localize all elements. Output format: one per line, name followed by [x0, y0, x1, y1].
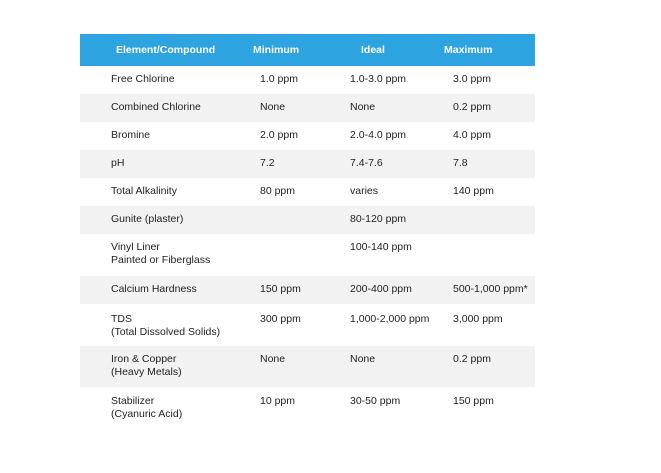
ideal-cell: None — [350, 353, 376, 365]
element-line: (Heavy Metals) — [111, 366, 182, 378]
header-element-compound: Element/Compound — [116, 44, 216, 56]
maximum-cell: 7.8 — [453, 157, 468, 169]
table-row — [80, 94, 535, 122]
minimum-cell: None — [260, 101, 286, 113]
ideal-cell: 1.0-3.0 ppm — [350, 73, 407, 85]
minimum-cell: 2.0 ppm — [260, 129, 298, 141]
table-row — [80, 66, 535, 94]
header-ideal: Ideal — [361, 44, 385, 56]
element-cell — [111, 241, 210, 267]
minimum-cell: 7.2 — [260, 157, 275, 169]
ideal-cell: varies — [350, 185, 379, 197]
element-line: Painted or Fiberglass — [111, 254, 211, 266]
element-line: TDS — [111, 313, 132, 325]
element-line: Iron & Copper — [111, 353, 177, 365]
minimum-cell: 150 ppm — [260, 283, 301, 295]
maximum-cell: 150 ppm — [453, 395, 494, 407]
element-line: Vinyl Liner — [111, 241, 160, 253]
ideal-cell: 100-140 ppm — [350, 241, 412, 253]
element-cell: Free Chlorine — [111, 73, 175, 85]
ideal-cell: 80-120 ppm — [350, 213, 407, 225]
element-cell: Combined Chlorine — [111, 101, 201, 113]
minimum-cell: 1.0 ppm — [260, 73, 298, 85]
element-cell: Gunite (plaster) — [111, 213, 184, 225]
chemistry-table — [80, 34, 535, 429]
ideal-cell: None — [350, 101, 376, 113]
element-cell: Calcium Hardness — [111, 283, 197, 295]
ideal-cell: 2.0-4.0 ppm — [350, 129, 407, 141]
ideal-cell: 7.4-7.6 — [350, 157, 383, 169]
maximum-cell: 3.0 ppm — [453, 73, 491, 85]
element-line: Stabilizer — [111, 395, 155, 407]
table-row — [80, 346, 535, 387]
maximum-cell: 500-1,000 ppm* — [453, 283, 528, 295]
table-row — [80, 234, 535, 276]
element-cell — [111, 353, 182, 379]
table-row — [80, 206, 535, 234]
element-cell — [111, 313, 220, 339]
minimum-cell: None — [260, 353, 286, 365]
maximum-cell: 0.2 ppm — [453, 353, 491, 365]
ideal-cell: 1,000-2,000 ppm — [350, 313, 430, 325]
element-cell: Bromine — [111, 129, 151, 141]
maximum-cell: 0.2 ppm — [453, 101, 491, 113]
maximum-cell: 3,000 ppm — [453, 313, 503, 325]
table-row — [80, 276, 535, 304]
table-row — [80, 122, 535, 150]
element-cell: pH — [111, 157, 125, 169]
maximum-cell: 140 ppm — [453, 185, 494, 197]
table-row — [80, 178, 535, 206]
minimum-cell: 300 ppm — [260, 313, 301, 325]
ideal-cell: 200-400 ppm — [350, 283, 412, 295]
element-cell — [111, 395, 182, 421]
table-row — [80, 387, 535, 429]
element-cell: Total Alkalinity — [111, 185, 177, 197]
table-row — [80, 304, 535, 346]
element-line: (Cyanuric Acid) — [111, 408, 183, 420]
header-minimum: Minimum — [253, 44, 300, 56]
minimum-cell: 80 ppm — [260, 185, 296, 197]
table-header — [80, 34, 535, 66]
maximum-cell: 4.0 ppm — [453, 129, 491, 141]
header-maximum: Maximum — [444, 44, 493, 56]
element-line: (Total Dissolved Solids) — [111, 326, 221, 338]
ideal-cell: 30-50 ppm — [350, 395, 401, 407]
minimum-cell: 10 ppm — [260, 395, 296, 407]
table-row — [80, 150, 535, 178]
